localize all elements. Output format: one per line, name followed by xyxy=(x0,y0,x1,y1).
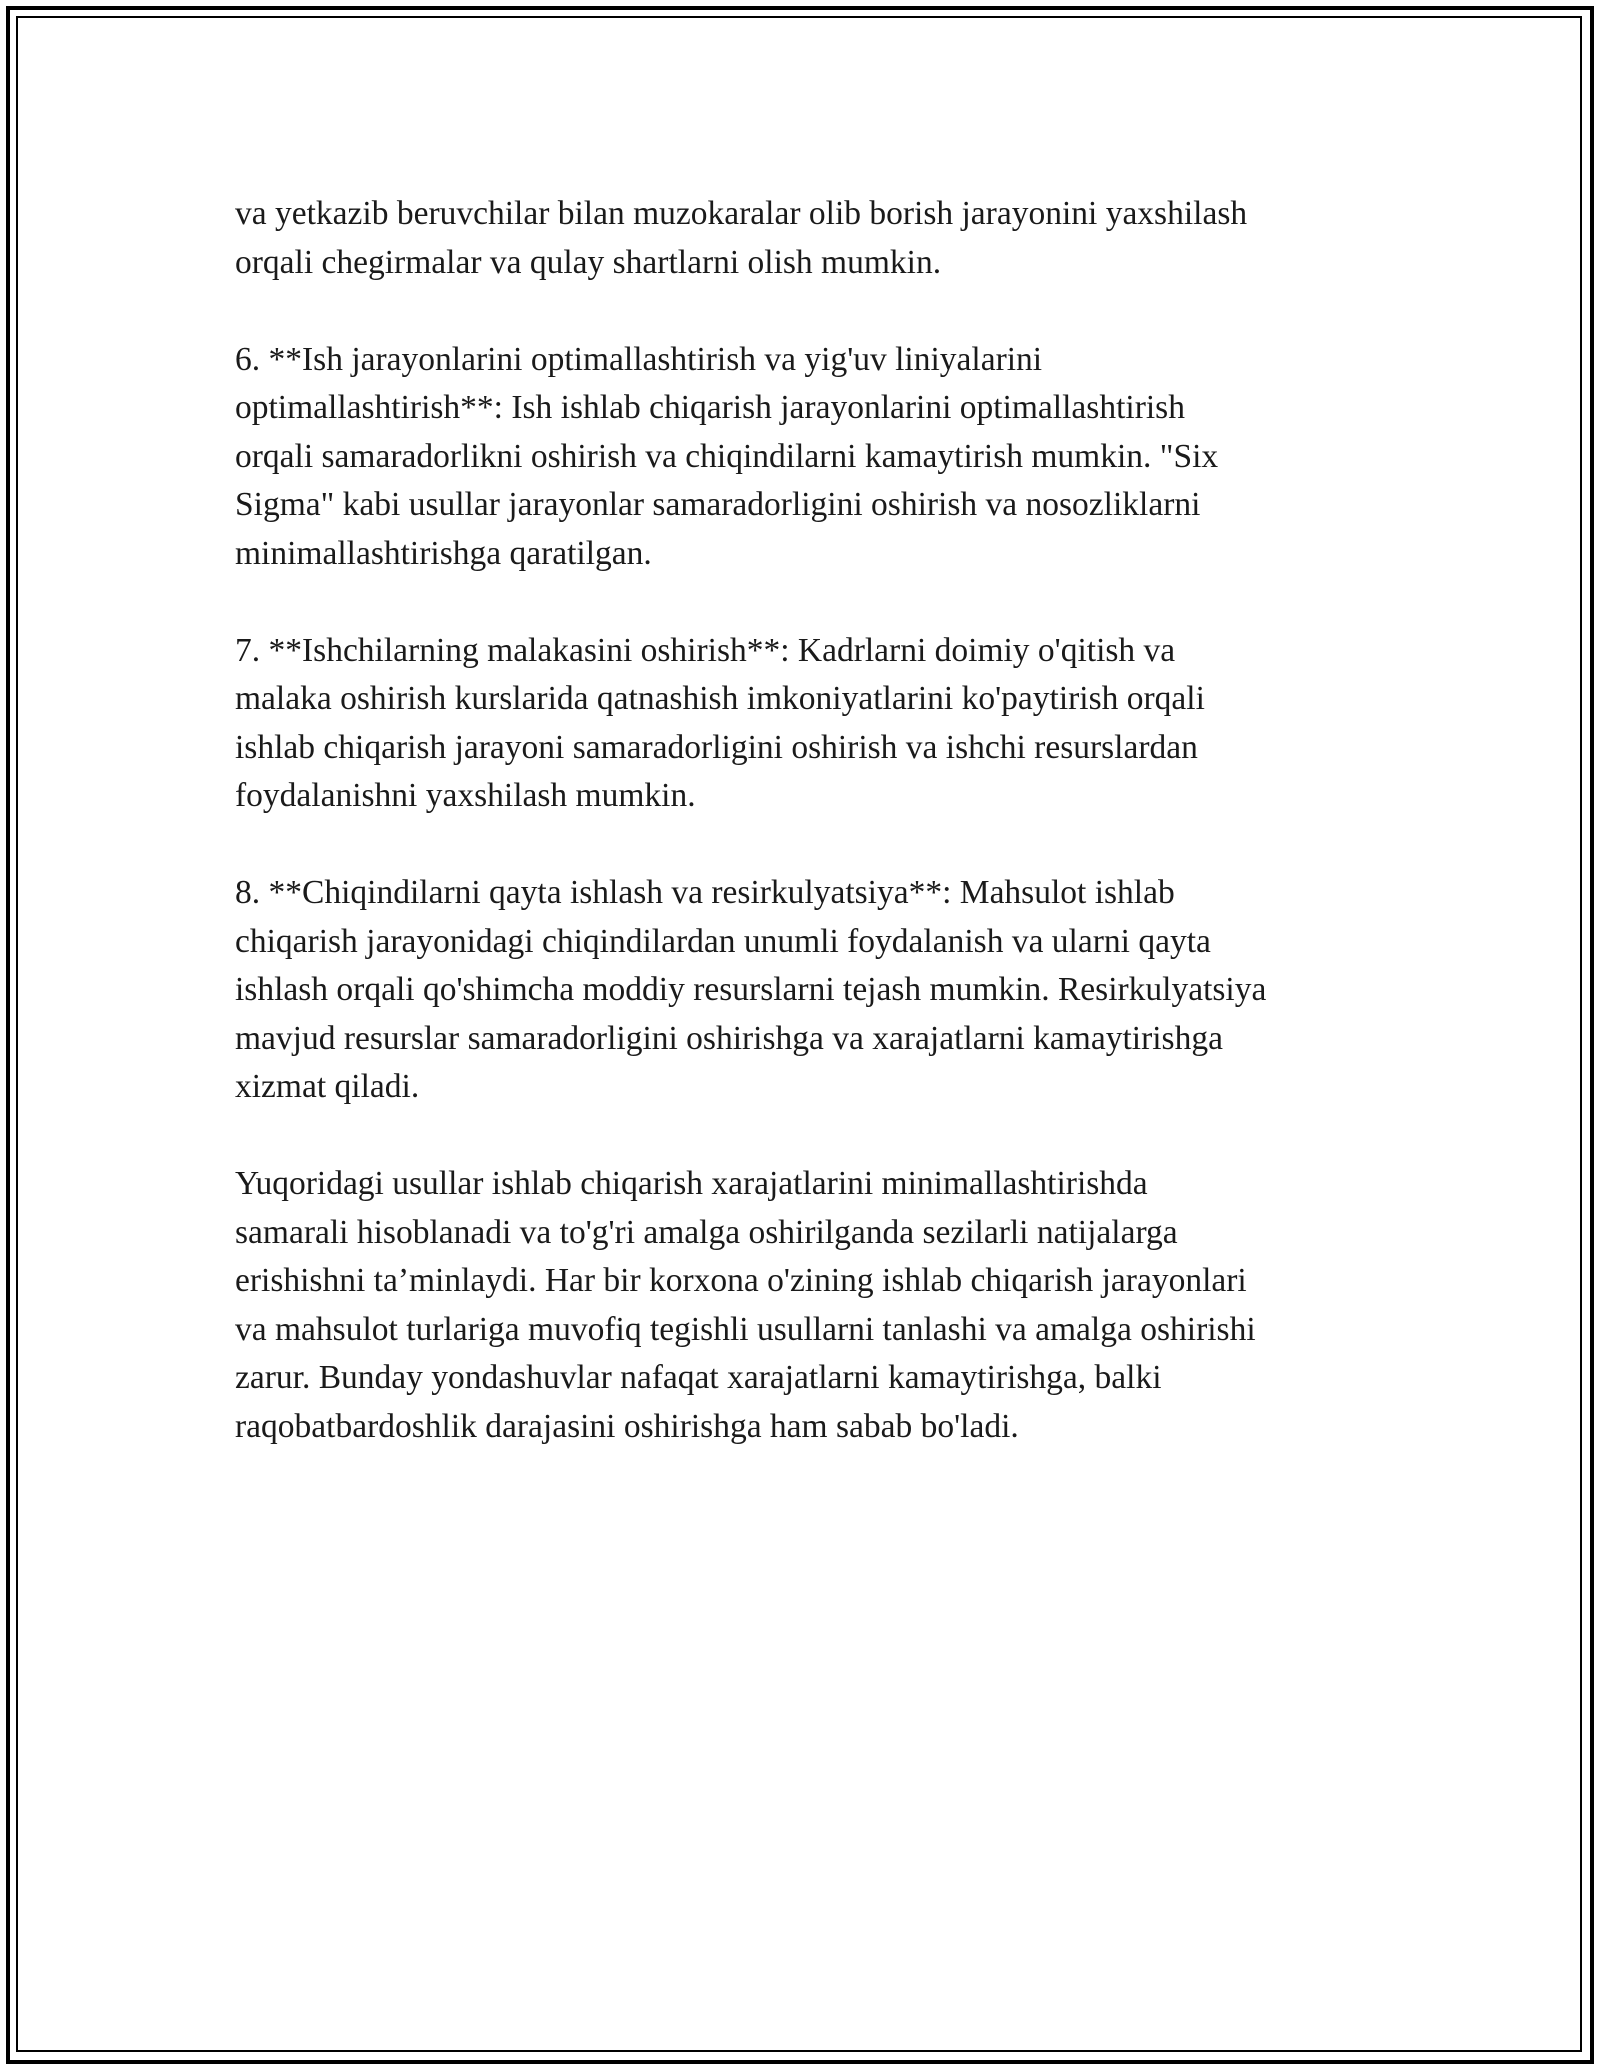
paragraph-conclusion xyxy=(235,1160,1375,1451)
text-line: 8. **Chiqindilarni qayta ishlash va resirkulyatsiya**: Mahsulot ishlab xyxy=(235,874,1175,911)
text-line: Sigma" kabi usullar jarayonlar samaradorligini oshirish va nosozliklarni xyxy=(235,486,1201,523)
text-line: va yetkazib beruvchilar bilan muzokaralar olib borish jarayonini yaxshilash xyxy=(235,195,1248,232)
paragraph-item-8 xyxy=(235,869,1375,1112)
text-line: zarur. Bunday yondashuvlar nafaqat xarajatlarni kamaytirishga, balki xyxy=(235,1359,1162,1396)
paragraph-item-6 xyxy=(235,336,1375,579)
text-line: malaka oshirish kurslarida qatnashish imkoniyatlarini ko'paytirish orqali xyxy=(235,680,1205,717)
text-line: minimallashtirishga qaratilgan. xyxy=(235,534,652,572)
paragraph-item-7 xyxy=(235,627,1375,821)
text-line: erishishni ta’minlaydi. Har bir korxona o'zining ishlab chiqarish jarayonlari xyxy=(235,1262,1247,1299)
text-line: xizmat qiladi. xyxy=(235,1068,420,1105)
text-line: orqali samaradorlikni oshirish va chiqindilarni kamaytirish mumkin. "Six xyxy=(235,437,1219,475)
text-line: ishlab chiqarish jarayoni samaradorligini oshirish va ishchi resurslardan xyxy=(235,728,1198,766)
text-line: ishlash orqali qo'shimcha moddiy resurslarni tejash mumkin. Resirkulyatsiya xyxy=(235,971,1267,1008)
text-line: mavjud resurslar samaradorligini oshirishga va xarajatlarni kamaytirishga xyxy=(235,1019,1223,1057)
text-line: va mahsulot turlariga muvofiq tegishli usullarni tanlashi va amalga oshirishi xyxy=(235,1310,1256,1348)
document-body xyxy=(235,190,1375,1500)
text-line: optimallashtirish**: Ish ishlab chiqarish jarayonlarini optimallashtirish xyxy=(235,389,1185,426)
text-line: raqobatbardoshlik darajasini oshirishga ham sabab bo'ladi. xyxy=(235,1407,1019,1445)
text-line: foydalanishni yaxshilash mumkin. xyxy=(235,777,696,814)
text-line: 6. **Ish jarayonlarini optimallashtirish va yig'uv liniyalarini xyxy=(235,340,1043,378)
text-line: orqali chegirmalar va qulay shartlarni olish mumkin. xyxy=(235,243,942,281)
text-line: Yuqoridagi usullar ishlab chiqarish xarajatlarini minimallashtirishda xyxy=(235,1165,1148,1202)
text-line: chiqarish jarayonidagi chiqindilardan unumli foydalanish va ularni qayta xyxy=(235,922,1211,960)
text-line: 7. **Ishchilarning malakasini oshirish**: Kadrlarni doimiy o'qitish va xyxy=(235,631,1176,669)
paragraph-continuation xyxy=(235,190,1375,287)
text-line: samarali hisoblanadi va to'g'ri amalga oshirilganda sezilarli natijalarga xyxy=(235,1213,1178,1251)
